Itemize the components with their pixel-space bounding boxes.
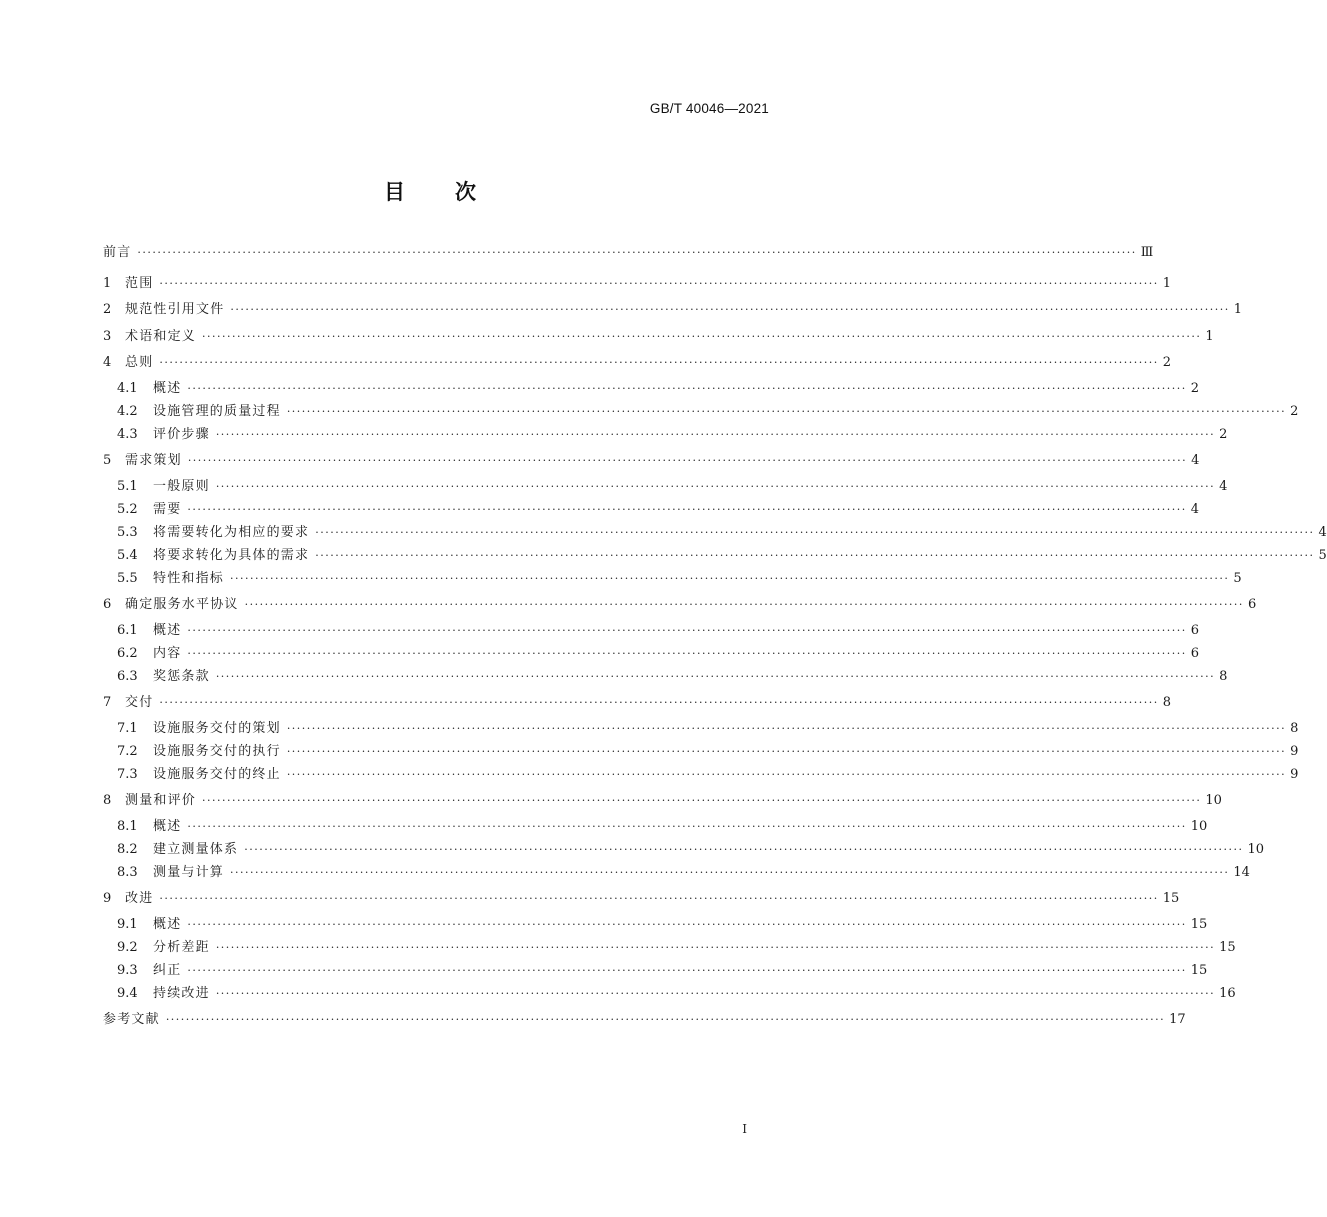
toc-entry-page: 2 <box>1290 404 1299 419</box>
toc-entry-label: 概述 <box>153 917 182 932</box>
toc-entry-label: 设施服务交付的策划 <box>153 721 281 736</box>
toc-entry-label: 评价步骤 <box>153 427 210 442</box>
toc-entry-page: 10 <box>1190 819 1208 834</box>
toc-entry-page: 15 <box>1190 917 1208 932</box>
toc-dot-leader: ········································································································································································································ <box>159 277 1159 290</box>
toc-dot-leader: ········································································································································································································ <box>315 549 1315 562</box>
toc-entry[interactable] <box>103 986 1236 1002</box>
toc-dot-leader: ········································································································································································································ <box>215 987 1216 1000</box>
toc-entry-number: 7.2 <box>117 744 138 759</box>
toc-dot-leader: ········································································································································································································ <box>187 624 1187 637</box>
toc-dot-leader: ········································································································································································································ <box>187 918 1187 931</box>
toc-dot-leader: ········································································································································································································ <box>159 356 1159 369</box>
toc-entry-page: 2 <box>1219 427 1228 442</box>
toc-dot-leader: ········································································································································································································ <box>215 670 1216 683</box>
toc-entry-page: 9 <box>1290 767 1299 782</box>
toc-dot-leader: ········································································································································································································ <box>286 745 1287 758</box>
toc-entry[interactable] <box>103 525 1327 541</box>
toc-entry-page: 2 <box>1162 355 1172 370</box>
toc-entry-label: 内容 <box>153 646 182 661</box>
toc-entry-label: 将要求转化为具体的需求 <box>153 548 310 563</box>
toc-dot-leader: ········································································································································································································ <box>159 696 1159 709</box>
toc-entry-label: 设施服务交付的执行 <box>153 744 281 759</box>
toc-entry-page: 1 <box>1162 276 1172 291</box>
toc-entry-label: 建立测量体系 <box>153 842 239 857</box>
title-char-1: 目 <box>384 180 405 204</box>
toc-entry-number: 9.1 <box>117 917 138 932</box>
toc-entry-page: 8 <box>1290 721 1299 736</box>
toc-dot-leader: ········································································································································································································ <box>187 964 1187 977</box>
toc-entry[interactable] <box>103 355 1172 371</box>
page-title <box>0 176 860 206</box>
toc-entry[interactable] <box>103 597 1257 613</box>
toc-entry-number: 8.1 <box>117 819 138 834</box>
toc-entry-number: 5.1 <box>117 479 138 494</box>
toc-dot-leader: ········································································································································································································ <box>187 382 1187 395</box>
toc-entry-number: 9.2 <box>117 940 138 955</box>
toc-entry-page: 2 <box>1190 381 1200 396</box>
toc-entry[interactable] <box>103 793 1222 809</box>
toc-entry[interactable] <box>103 963 1208 979</box>
toc-entry[interactable] <box>103 623 1200 639</box>
toc-entry-label: 分析差距 <box>153 940 210 955</box>
toc-entry[interactable] <box>103 940 1236 956</box>
toc-entry[interactable] <box>103 744 1299 760</box>
toc-entry-number: 8.2 <box>117 842 138 857</box>
toc-entry-number: 4 <box>103 355 112 370</box>
toc-entry-number: 8.3 <box>117 865 138 880</box>
toc-entry[interactable] <box>103 571 1242 587</box>
toc-dot-leader: ········································································································································································································ <box>165 1013 1166 1026</box>
toc-entry-page: 9 <box>1290 744 1299 759</box>
toc-dot-leader: ········································································································································································································ <box>202 330 1202 343</box>
toc-entry-page: 1 <box>1205 329 1214 344</box>
toc-entry-number: 4.2 <box>117 404 138 419</box>
toc-dot-leader: ········································································································································································································ <box>187 454 1188 467</box>
toc-entry-label: 交付 <box>125 695 154 710</box>
toc-entry-label: 设施管理的质量过程 <box>153 404 281 419</box>
toc-entry-page: 8 <box>1162 695 1172 710</box>
toc-entry-label: 设施服务交付的终止 <box>153 767 281 782</box>
toc-entry-page: 17 <box>1169 1012 1186 1027</box>
toc-entry[interactable] <box>103 842 1265 858</box>
toc-entry-page: 15 <box>1162 891 1180 906</box>
toc-entry-number: 9.4 <box>117 986 138 1001</box>
toc-entry-page: 14 <box>1233 865 1250 880</box>
title-char-2: 次 <box>455 180 476 204</box>
toc-entry[interactable] <box>103 548 1327 564</box>
toc-entry-number: 6.1 <box>117 623 138 638</box>
toc-entry-label: 概述 <box>153 819 182 834</box>
toc-entry[interactable] <box>103 276 1172 292</box>
toc-entry-label: 持续改进 <box>153 986 210 1001</box>
toc-dot-leader: ········································································································································································································ <box>315 526 1315 539</box>
toc-entry-page: 4 <box>1190 502 1200 517</box>
toc-dot-leader: ········································································································································································································ <box>230 866 1230 879</box>
toc-entry-label: 奖惩条款 <box>153 669 210 684</box>
toc-entry-label: 术语和定义 <box>125 329 197 344</box>
toc-entry[interactable] <box>103 404 1299 420</box>
toc-dot-leader: ········································································································································································································ <box>215 428 1216 441</box>
toc-entry-number: 9 <box>103 891 112 906</box>
toc-entry-number: 1 <box>103 276 112 291</box>
standard-code: GB/T 40046—2021 <box>649 101 769 116</box>
toc-dot-leader: ········································································································································································································ <box>286 722 1287 735</box>
toc-entry-page: 6 <box>1190 623 1200 638</box>
toc-entry-label: 参考文献 <box>103 1012 160 1027</box>
toc-entry[interactable] <box>103 479 1228 495</box>
toc-entry-page: 5 <box>1233 571 1242 586</box>
toc-entry-label: 特性和指标 <box>153 571 225 586</box>
toc-entry-number: 7 <box>103 695 112 710</box>
toc-dot-leader: ········································································································································································································ <box>137 246 1137 259</box>
toc-entry[interactable] <box>103 917 1208 933</box>
toc-entry[interactable] <box>103 721 1299 737</box>
toc-dot-leader: ········································································································································································································ <box>159 892 1159 905</box>
toc-entry[interactable] <box>103 427 1228 443</box>
toc-entry-label: 前言 <box>103 245 132 260</box>
toc-entry-page: 16 <box>1219 986 1236 1001</box>
toc-entry-page: 4 <box>1191 453 1200 468</box>
toc-dot-leader: ········································································································································································································ <box>187 503 1187 516</box>
toc-entry-label: 需要 <box>153 502 182 517</box>
toc-entry[interactable] <box>103 1012 1186 1028</box>
toc-entry-number: 4.1 <box>117 381 138 396</box>
toc-entry-label: 总则 <box>125 355 154 370</box>
toc-entry-label: 改进 <box>125 891 154 906</box>
toc-entry[interactable] <box>103 767 1299 783</box>
toc-entry-number: 5.2 <box>117 502 138 517</box>
toc-entry-number: 6 <box>103 597 112 612</box>
toc-entry-number: 5.4 <box>117 548 138 563</box>
toc-dot-leader: ········································································································································································································ <box>202 794 1202 807</box>
toc-entry-number: 3 <box>103 329 112 344</box>
toc-dot-leader: ········································································································································································································ <box>230 572 1230 585</box>
toc-entry-label: 确定服务水平协议 <box>125 597 239 612</box>
toc-entry-number: 6.3 <box>117 669 138 684</box>
toc-entry-page: 15 <box>1219 940 1236 955</box>
toc-entry-page: 4 <box>1318 525 1327 540</box>
toc-entry[interactable] <box>103 695 1172 711</box>
toc-entry-page: 10 <box>1247 842 1265 857</box>
toc-entry[interactable] <box>103 329 1214 345</box>
toc-entry-label: 概述 <box>153 381 182 396</box>
toc-entry-label: 需求策划 <box>125 453 182 468</box>
toc-entry[interactable] <box>103 302 1243 318</box>
toc-entry-number: 5 <box>103 453 112 468</box>
toc-entry-page: 6 <box>1247 597 1257 612</box>
toc-entry-label: 范围 <box>125 276 154 291</box>
toc-entry-number: 4.3 <box>117 427 138 442</box>
toc-entry-number: 7.1 <box>117 721 138 736</box>
toc-entry-label: 一般原则 <box>153 479 210 494</box>
toc-entry-number: 7.3 <box>117 767 138 782</box>
toc-entry[interactable] <box>103 819 1208 835</box>
toc-entry[interactable] <box>103 381 1200 397</box>
toc-entry-number: 8 <box>103 793 112 808</box>
toc-entry-label: 纠正 <box>153 963 182 978</box>
toc-dot-leader: ········································································································································································································ <box>286 768 1287 781</box>
toc-entry[interactable] <box>103 669 1228 685</box>
toc-entry[interactable] <box>103 865 1250 881</box>
toc-entry-label: 概述 <box>153 623 182 638</box>
toc-dot-leader: ········································································································································································································ <box>244 598 1244 611</box>
toc-entry-label: 规范性引用文件 <box>125 302 225 317</box>
page-number: I <box>742 1122 747 1136</box>
toc-entry[interactable] <box>103 646 1200 662</box>
toc-entry[interactable] <box>103 453 1200 469</box>
toc-dot-leader: ········································································································································································································ <box>286 405 1287 418</box>
toc-dot-leader: ········································································································································································································ <box>187 820 1187 833</box>
toc-entry-page: 8 <box>1219 669 1228 684</box>
toc-dot-leader: ········································································································································································································ <box>244 843 1244 856</box>
toc-entry-number: 5.5 <box>117 571 138 586</box>
toc-entry[interactable] <box>103 891 1180 907</box>
toc-entry-page: 15 <box>1190 963 1208 978</box>
toc-entry-page: 1 <box>1233 302 1243 317</box>
toc-entry-page: 10 <box>1205 793 1222 808</box>
toc-entry-page: 6 <box>1190 646 1200 661</box>
toc-entry[interactable] <box>103 502 1200 518</box>
toc-entry-page: Ⅲ <box>1140 245 1154 260</box>
toc-dot-leader: ········································································································································································································ <box>215 941 1216 954</box>
toc-dot-leader: ········································································································································································································ <box>230 303 1230 316</box>
toc-entry-number: 6.2 <box>117 646 138 661</box>
toc-entry-label: 测量与计算 <box>153 865 225 880</box>
toc-entry-number: 2 <box>103 302 112 317</box>
toc-entry[interactable] <box>103 245 1154 261</box>
toc-dot-leader: ········································································································································································································ <box>215 480 1216 493</box>
toc-entry-label: 测量和评价 <box>125 793 197 808</box>
toc-entry-label: 将需要转化为相应的要求 <box>153 525 310 540</box>
toc-entry-number: 5.3 <box>117 525 138 540</box>
toc-entry-page: 5 <box>1318 548 1327 563</box>
toc-dot-leader: ········································································································································································································ <box>187 647 1187 660</box>
toc-entry-page: 4 <box>1219 479 1228 494</box>
toc-entry-number: 9.3 <box>117 963 138 978</box>
